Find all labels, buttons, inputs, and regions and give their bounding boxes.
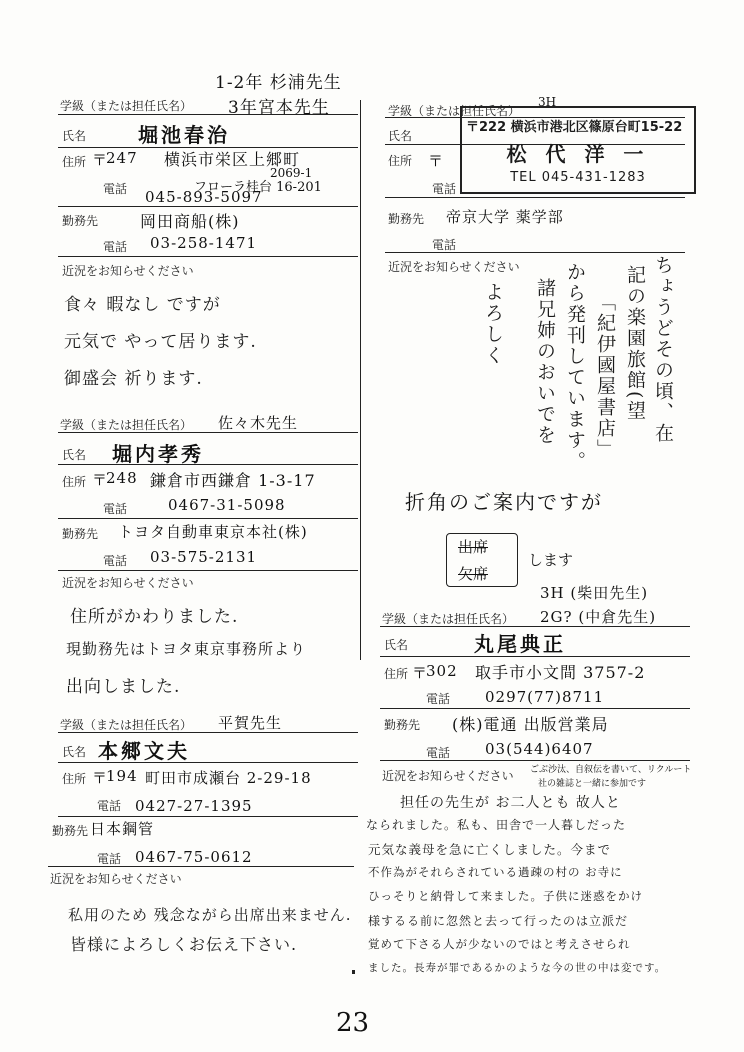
entry-1-address-line2: フローラ桂台 16-201 — [194, 180, 322, 195]
entry-1-phone-label: 電話 — [103, 182, 128, 196]
entry-2-work-value: トヨタ自動車東京本社(株) — [118, 523, 308, 541]
entry-5-news-line-8: ました。長寿が罪であるかのような今の世の中は変です。 — [368, 962, 667, 974]
entry-2-address-label: 住所 — [62, 475, 87, 489]
entry-3-work-phone-label: 電話 — [97, 852, 122, 866]
entry-1-postal-code: 247 — [106, 149, 138, 167]
entry-3-name-label: 氏名 — [62, 745, 87, 759]
entry-5-phone-label: 電話 — [426, 692, 451, 706]
entry-2-name-label: 氏名 — [62, 448, 87, 462]
entry-4-phone-label: 電話 — [432, 182, 457, 196]
entry-1-phone-note: 2069-1 — [270, 166, 313, 180]
entry-2-phone-value: 0467-31-5098 — [168, 496, 286, 514]
entry-4-news-col-1: ちょうどその頃、在 — [652, 255, 674, 444]
entry-4-news-col-6: よろしく — [482, 282, 504, 366]
entry-3-address-label: 住所 — [62, 772, 87, 786]
entry-5-news-line-5: ひっそりと納骨して来ました。子供に迷惑をかけ — [368, 889, 643, 903]
entry-3-postal-code: 194 — [106, 767, 138, 785]
entry-4-work-phone-label: 電話 — [432, 238, 457, 252]
entry-5-news-line-4: 不作為がそれらされている過疎の村の お寺に — [368, 865, 623, 879]
entry-2-address-value: 鎌倉市西鎌倉 1-3-17 — [150, 471, 316, 490]
entry-2-news-line-2: 現勤務先はトヨタ東京事務所より — [66, 640, 307, 658]
entry-1-news-line-1: 食々 暇なし ですが — [64, 295, 221, 315]
entry-3-address-value: 町田市成瀬台 2-29-18 — [145, 769, 312, 787]
entry-4-news-col-4: から発刊しています。 — [564, 262, 586, 472]
entry-2-postal-mark: 〒 — [92, 471, 109, 489]
entry-3-phone-value: 0427-27-1395 — [135, 797, 253, 815]
entry-1-news-line-3: 御盛会 祈ります. — [64, 369, 203, 389]
stamp-tel: TEL 045-431-1283 — [510, 170, 646, 185]
entry-5-news-line-6: 様するる前に忽然と去って行ったのは立派だ — [368, 914, 629, 928]
entry-4-address-label: 住所 — [388, 154, 413, 168]
entry-5-work-value: (株)電通 出版営業局 — [452, 715, 609, 734]
entry-4-news-label: 近況をお知らせください — [388, 260, 520, 274]
entry-1-address-value: 横浜市栄区上郷町 — [164, 150, 301, 169]
attendance-option-absent: 欠席 — [458, 565, 489, 583]
entry-4-postal-mark: 〒 — [428, 152, 445, 170]
entry-1-work-phone-label: 電話 — [103, 240, 128, 254]
entry-4-grade-label: 学級（または担任氏名） — [388, 104, 521, 118]
entry-4-work-label: 勤務先 — [388, 212, 425, 226]
entry-5-news-line-2: なられました。私も、田舎で一人暮しだった — [366, 818, 627, 832]
entry-5-address-label: 住所 — [384, 667, 409, 681]
entry-1-grade-top: 1-2年 杉浦先生 — [215, 73, 342, 93]
entry-3-news-label: 近況をお知らせください — [50, 872, 182, 886]
entry-5-grade-value: 2G? (中倉先生) — [540, 608, 657, 626]
address-stamp — [460, 106, 696, 194]
entry-2-work-phone-label: 電話 — [103, 554, 128, 568]
entry-2-postal-code: 248 — [106, 469, 138, 487]
entry-2-news-line-1: 住所がかわりました. — [70, 607, 239, 627]
entry-3-name-value: 本郷文夫 — [98, 739, 190, 763]
entry-5-work-phone-value: 03(544)6407 — [485, 740, 594, 758]
entry-1-name-value: 堀池春治 — [138, 123, 230, 147]
entry-2-phone-label: 電話 — [103, 502, 128, 516]
entry-4-news-col-5: 諸兄姉のおいでを — [534, 278, 556, 446]
entry-3-news-line-1: 私用のため 残念ながら出席出来ません. — [68, 906, 352, 924]
entry-1-postal-mark: 〒 — [92, 151, 109, 169]
entry-1-news-label: 近況をお知らせください — [62, 264, 194, 278]
entry-5-news-label: 近況をお知らせください — [382, 769, 514, 783]
entry-4-news-col-2: 記の楽園旅館(望 — [624, 265, 646, 422]
entry-4-news-col-3: 「紀伊國屋書店」 — [594, 292, 616, 460]
column-divider — [360, 100, 361, 660]
entry-5-news-side: ごぶ沙汰、自叙伝を書いて、リクルート — [530, 765, 692, 775]
attendance-option-attend: 出席 — [458, 538, 489, 556]
entry-3-grade-value: 平賀先生 — [218, 714, 283, 732]
entry-3-news-line-2: 皆様によろしくお伝え下さい. — [70, 935, 298, 954]
entry-2-news-line-3: 出向しました. — [66, 677, 181, 697]
entry-3-grade-label: 学級（または担任氏名） — [60, 718, 193, 732]
entry-4-grade-value: 3H — [538, 95, 557, 109]
entry-5-grade-top: 3H (柴田先生) — [540, 584, 649, 602]
entry-2-work-phone-value: 03-575-2131 — [150, 548, 258, 566]
entry-5-grade-label: 学級（または担任氏名） — [382, 612, 515, 626]
entry-1-grade-label: 学級（または担任氏名） — [60, 99, 193, 113]
entry-3-phone-label: 電話 — [97, 799, 122, 813]
entry-5-address-value: 取手市小文間 3757-2 — [475, 663, 646, 682]
entry-5-phone-value: 0297(77)8711 — [485, 688, 605, 706]
entry-2-grade-label: 学級（または担任氏名） — [60, 418, 193, 432]
center-mark — [352, 970, 355, 974]
entry-1-address-label: 住所 — [62, 155, 87, 169]
entry-3-work-label: 勤務先 — [52, 824, 89, 838]
entry-5-news-side-2: 社の雑誌と一緒に参加です — [538, 779, 647, 789]
attendance-suffix: します — [528, 551, 574, 569]
entry-5-name-value: 丸尾典正 — [474, 632, 566, 656]
entry-5-postal-code: 302 — [426, 662, 458, 680]
entry-3-work-value: 日本鋼管 — [90, 820, 155, 838]
entry-1-phone-value: 045-893-5097 — [145, 188, 263, 206]
entry-4-work-value: 帝京大学 薬学部 — [446, 208, 564, 226]
entry-5-news-line-3: 元気な義母を急に亡くしました。今まで — [368, 842, 612, 857]
attendance-heading: 折角のご案内ですが — [405, 490, 603, 514]
entry-1-grade-value: 3年宮本先生 — [228, 98, 330, 118]
entry-5-news-line-1: 担任の先生が お二人とも 故人と — [400, 795, 621, 811]
entry-1-work-phone-value: 03-258-1471 — [150, 234, 258, 252]
entry-5-name-label: 氏名 — [384, 638, 409, 652]
entry-5-news-line-7: 覚めて下さる人が少ないのではと考えさせられ — [368, 937, 631, 951]
entry-3-work-phone-value: 0467-75-0612 — [135, 848, 253, 866]
stamp-address: 〒222 横浜市港北区篠原台町15-22 — [466, 120, 683, 135]
entry-5-work-label: 勤務先 — [384, 718, 421, 732]
entry-2-news-label: 近況をお知らせください — [62, 576, 194, 590]
attendance-bracket — [446, 533, 518, 587]
entry-1-work-label: 勤務先 — [62, 214, 99, 228]
entry-2-name-value: 堀内孝秀 — [112, 442, 204, 466]
entry-1-news-line-2: 元気で やって居ります. — [64, 332, 257, 352]
entry-5-work-phone-label: 電話 — [426, 746, 451, 760]
entry-5-postal-mark: 〒 — [412, 664, 429, 682]
entry-2-grade-value: 佐々木先生 — [218, 414, 299, 432]
stamp-name: 松 代 洋 一 — [506, 142, 650, 166]
entry-2-work-label: 勤務先 — [62, 527, 99, 541]
entry-3-postal-mark: 〒 — [92, 769, 109, 787]
entry-4-name-label: 氏名 — [388, 129, 413, 143]
entry-1-work-value: 岡田商船(株) — [140, 212, 240, 231]
page-number: 23 — [336, 1008, 370, 1038]
entry-1-name-label: 氏名 — [62, 129, 87, 143]
